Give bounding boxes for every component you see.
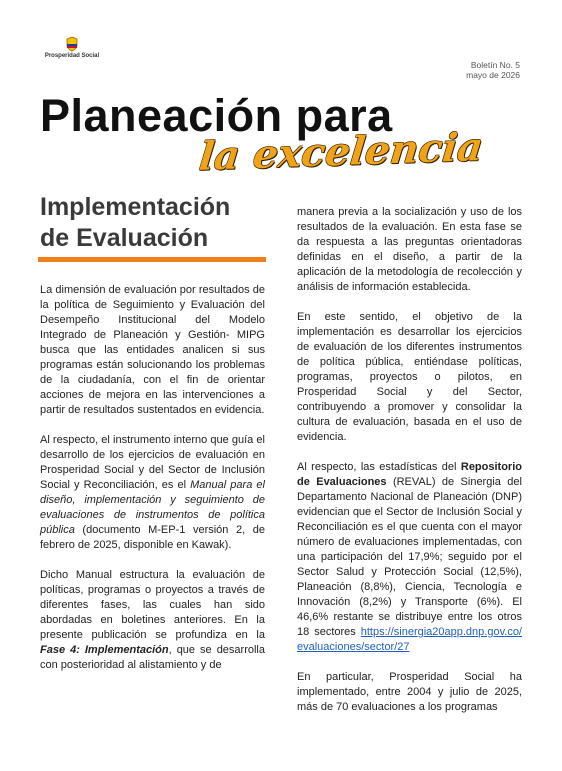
section-underline (38, 257, 266, 262)
section-title: Implementación de Evaluación (40, 193, 231, 252)
logo (40, 36, 104, 59)
paragraph (40, 568, 265, 673)
paragraph: manera previa a la socialización y uso de los resultados de la evaluación. En esta fase se da respuesta a las preguntas orientadoras definidas en el diseño, a partir de la aplicación de la metodología de recolección y análisis de información establecida. (297, 206, 522, 293)
text-run: (REVAL) de Sinergia del Departamento Nacional de Planeación (DNP) evidencian que el Sector de Inclusión Social y Reconciliación es el que cuenta con el mayor número de evaluaciones implementadas, con una participación del 17,9%; seguido por el Sector Salud y Protección Social (12,5%), Planeación (8,8%), Ciencia, Tecnología e Innovación (8,2%) y Transporte (6%). El 46,6% restante se distribuye entre los otros 18 sectores (297, 476, 522, 638)
issue-info (466, 60, 520, 80)
text-run: Dicho Manual estructura la evaluación de políticas, programas o proyectos a través de diferentes fases, las cuales han sido abordadas en boletines anteriores. En la presente publicación se profundiza en la (40, 569, 265, 641)
repository-name: Repositorio de Evaluaciones (297, 461, 522, 488)
bulletin-number: Boletín No. 5 (470, 60, 520, 70)
colombia-shield-icon (65, 36, 79, 52)
logo-text: Prosperidad Social (44, 53, 100, 59)
text-run: , que se desarrolla con posterioridad al alistamiento y de (40, 644, 265, 671)
bulletin-date: mayo de 2026 (466, 70, 520, 80)
right-column (297, 205, 522, 730)
text-run: Al respecto, las estadísticas del (297, 461, 461, 473)
phase-name: Fase 4: Implementación (40, 644, 169, 656)
page-title-script: la excelencia (196, 124, 486, 180)
paragraph (297, 460, 522, 655)
paragraph: La dimensión de evaluación por resultados de la política de Seguimiento y Evaluación del Desempeño Institucional del Modelo Integrado de Planeación y Gestión- MIPG busca que las entidades analicen si sus programas están solucionando los problemas de la ciudadanía, con el fin de orientar acciones de mejora en las intervenciones a partir de resultados sustentados en evidencia. (40, 284, 265, 416)
sinergia-link[interactable]: https://sinergia20app.dnp.gov.co/evaluaciones/sector/27 (297, 626, 522, 653)
text-run: Al respecto, el instrumento interno que guía el desarrollo de los ejercicios de evaluación en Prosperidad Social y del Sector de Inclusión Social y Reconciliación, es el (40, 434, 265, 491)
manual-title: Manual para el diseño, implementación y seguimiento de evaluaciones de instrumentos de política pública (40, 479, 265, 536)
page-title: Planeación para (40, 90, 393, 141)
paragraph: En particular, Prosperidad Social ha implementado, entre 2004 y julio de 2025, más de 70 evaluaciones a los programas (297, 671, 522, 713)
paragraph (40, 433, 265, 553)
paragraph: En este sentido, el objetivo de la implementación es desarrollar los ejercicios de evaluación de los diferentes instrumentos de política pública, entiéndase políticas, programas, proyectos o pilotos, en Prosperidad Social y del Sector, contribuyendo a promover y consolidar la cultura de evaluación, basada en el uso de evidencia. (297, 311, 522, 443)
text-run: (documento M-EP-1 versión 2, de febrero de 2025, disponible en Kawak). (40, 524, 265, 551)
left-column (40, 283, 265, 688)
